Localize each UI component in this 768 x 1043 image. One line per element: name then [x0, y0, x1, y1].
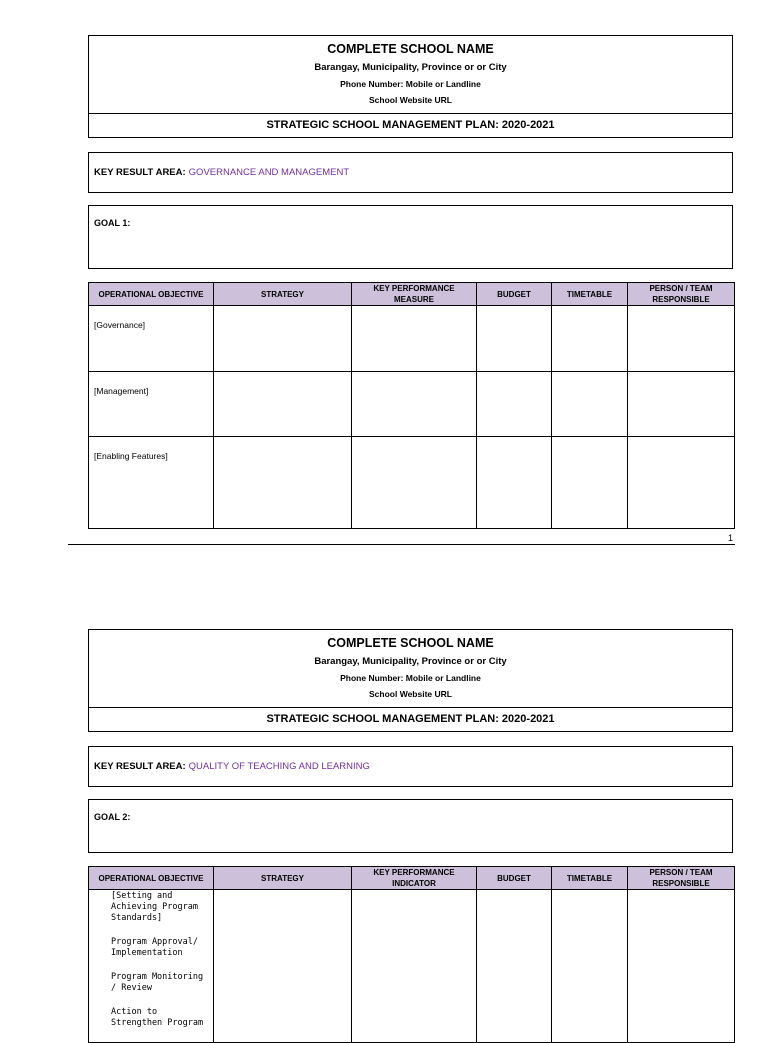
- table-row: [89, 437, 735, 529]
- col-header-kpm: KEY PERFORMANCE MEASURE: [352, 283, 477, 306]
- school-phone: Phone Number: Mobile or Landline: [340, 79, 481, 89]
- school-name: COMPLETE SCHOOL NAME: [327, 42, 494, 56]
- objective-governance: [Governance]: [94, 320, 146, 330]
- strategy-cell[interactable]: [214, 890, 352, 1043]
- plan-title: STRATEGIC SCHOOL MANAGEMENT PLAN: 2020-2021: [266, 713, 555, 725]
- school-header: [88, 629, 733, 732]
- table-row: [89, 890, 735, 1043]
- kpm-cell[interactable]: [352, 437, 477, 529]
- table-header-row: [89, 867, 735, 890]
- school-website: School Website URL: [369, 689, 452, 699]
- col-header-budget: BUDGET: [477, 867, 552, 890]
- objective-cell[interactable]: [89, 437, 214, 529]
- budget-cell[interactable]: [477, 437, 552, 529]
- timetable-cell[interactable]: [552, 306, 628, 372]
- responsible-cell[interactable]: [628, 372, 735, 437]
- responsible-cell[interactable]: [628, 306, 735, 372]
- header-divider: [89, 113, 732, 114]
- goal-box: [88, 205, 733, 269]
- objective-enabling-features: [Enabling Features]: [94, 451, 168, 461]
- objective-cell[interactable]: [89, 306, 214, 372]
- school-address: Barangay, Municipality, Province or or City: [314, 656, 507, 667]
- goal-label: GOAL 2:: [94, 812, 131, 822]
- budget-cell[interactable]: [477, 890, 552, 1043]
- page-footer-rule: [68, 544, 735, 545]
- table-row: [89, 306, 735, 372]
- table-header-row: [89, 283, 735, 306]
- col-header-objective: OPERATIONAL OBJECTIVE: [89, 867, 214, 890]
- school-phone: Phone Number: Mobile or Landline: [340, 673, 481, 683]
- kpm-cell[interactable]: [352, 306, 477, 372]
- list-item: Action to Strengthen Program: [111, 1007, 204, 1028]
- col-header-timetable: TIMETABLE: [552, 867, 628, 890]
- kpm-cell[interactable]: [352, 372, 477, 437]
- col-header-responsible: PERSON / TEAM RESPONSIBLE: [628, 867, 735, 890]
- timetable-cell[interactable]: [552, 372, 628, 437]
- objective-management: [Management]: [94, 386, 149, 396]
- col-header-budget: BUDGET: [477, 283, 552, 306]
- col-header-strategy: STRATEGY: [214, 867, 352, 890]
- plan-table: [88, 282, 735, 529]
- kpi-cell[interactable]: [352, 890, 477, 1043]
- goal-box: [88, 799, 733, 853]
- col-header-objective: OPERATIONAL OBJECTIVE: [89, 283, 214, 306]
- list-item: Program Approval/ Implementation: [111, 937, 198, 958]
- header-divider: [89, 707, 732, 708]
- strategy-cell[interactable]: [214, 372, 352, 437]
- kra-value: QUALITY OF TEACHING AND LEARNING: [188, 761, 370, 772]
- col-header-responsible: PERSON / TEAM RESPONSIBLE: [628, 283, 735, 306]
- responsible-cell[interactable]: [628, 890, 735, 1043]
- kra-label: KEY RESULT AREA:: [94, 167, 186, 178]
- list-item: [Setting and Achieving Program Standards]: [111, 891, 198, 923]
- timetable-cell[interactable]: [552, 437, 628, 529]
- col-header-kpi: KEY PERFORMANCE INDICATOR: [352, 867, 477, 890]
- budget-cell[interactable]: [477, 306, 552, 372]
- school-header: [88, 35, 733, 138]
- school-name: COMPLETE SCHOOL NAME: [327, 636, 494, 650]
- plan-table: [88, 866, 735, 1043]
- timetable-cell[interactable]: [552, 890, 628, 1043]
- col-header-timetable: TIMETABLE: [552, 283, 628, 306]
- key-result-area: [88, 152, 733, 193]
- strategy-cell[interactable]: [214, 437, 352, 529]
- strategy-cell[interactable]: [214, 306, 352, 372]
- goal-label: GOAL 1:: [94, 218, 131, 228]
- objective-cell[interactable]: [89, 890, 214, 1043]
- col-header-strategy: STRATEGY: [214, 283, 352, 306]
- page-number: 1: [727, 533, 733, 543]
- school-website: School Website URL: [369, 95, 452, 105]
- kra-label: KEY RESULT AREA:: [94, 761, 186, 772]
- list-item: Program Monitoring / Review: [111, 972, 204, 993]
- objective-cell[interactable]: [89, 372, 214, 437]
- objective-list: [89, 890, 213, 1029]
- responsible-cell[interactable]: [628, 437, 735, 529]
- table-row: [89, 372, 735, 437]
- school-address: Barangay, Municipality, Province or or City: [314, 62, 507, 73]
- key-result-area: [88, 746, 733, 787]
- budget-cell[interactable]: [477, 372, 552, 437]
- kra-value: GOVERNANCE AND MANAGEMENT: [188, 167, 350, 178]
- plan-title: STRATEGIC SCHOOL MANAGEMENT PLAN: 2020-2021: [266, 119, 555, 131]
